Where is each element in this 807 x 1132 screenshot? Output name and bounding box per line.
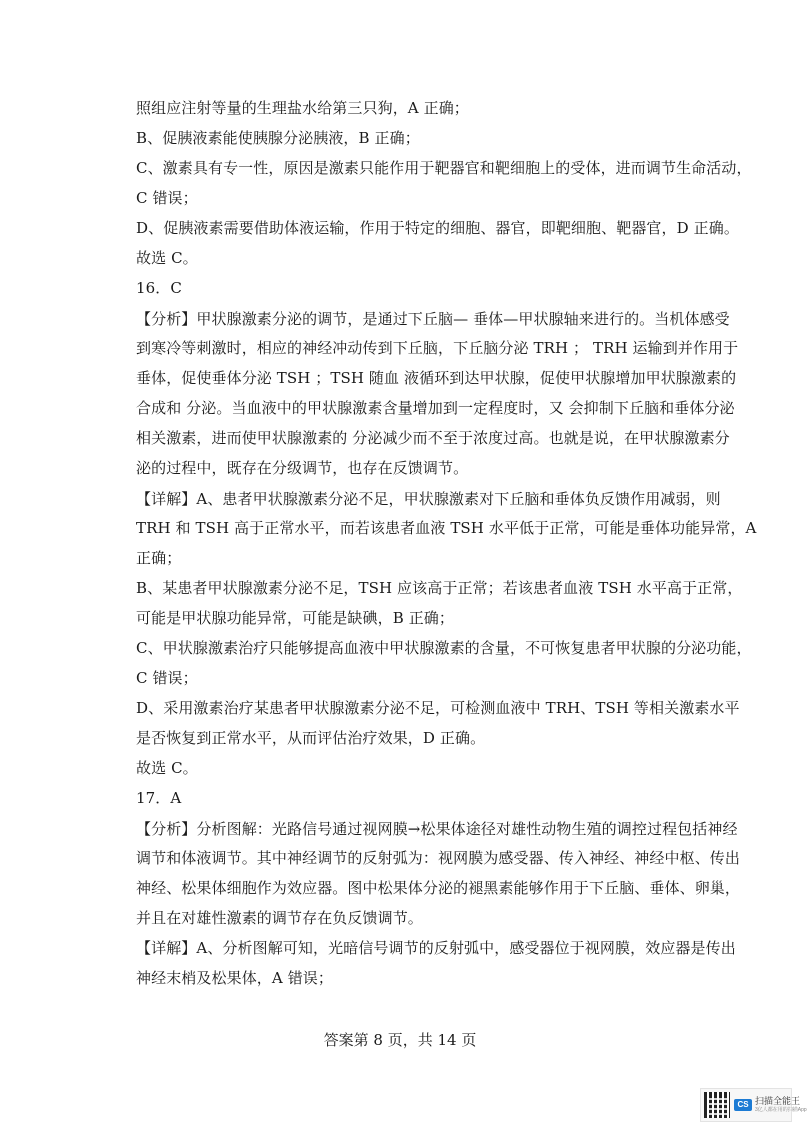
- text-line: 是否恢复到正常水平，从而评估治疗效果，D 正确。: [136, 729, 486, 747]
- text-line: D、采用激素治疗某患者甲状腺激素分泌不足，可检测血液中 TRH、TSH 等相关激素水平: [136, 699, 740, 717]
- text-line: 【分析】甲状腺激素分泌的调节，是通过下丘脑— 垂体—甲状腺轴来进行的。当机体感受: [136, 310, 730, 328]
- text-line: 神经、松果体细胞作为效应器。图中松果体分泌的褪黑素能够作用于下丘脑、垂体、卵巢，: [136, 879, 741, 897]
- text-line: 调节和体液调节。其中神经调节的反射弧为：视网膜为感受器、传入神经、神经中枢、传出: [136, 849, 741, 867]
- text-line: B、促胰液素能使胰腺分泌胰液，B 正确；: [136, 129, 420, 147]
- text-line: 【分析】分析图解：光路信号通过视网膜→松果体途径对雄性动物生殖的调控过程包括神经: [136, 820, 738, 838]
- text-line: 到寒冷等刺激时，相应的神经冲动传到下丘脑，下丘脑分泌 TRH ； TRH 运输到并作用于: [136, 339, 739, 357]
- scanner-watermark: [700, 1088, 807, 1122]
- text-line: C、甲状腺激素治疗只能够提高血液中甲状腺激素的含量，不可恢复患者甲状腺的分泌功能，: [136, 639, 752, 657]
- text-line: 并且在对雄性激素的调节存在负反馈调节。: [136, 909, 423, 927]
- text-line: TRH 和 TSH 高于正常水平，而若该患者血液 TSH 水平低于正常，可能是垂体功能异常，A: [136, 519, 757, 537]
- text-line: C 错误；: [136, 189, 198, 207]
- text-line: 垂体，促使垂体分泌 TSH ；TSH 随血 液循环到达甲状腺，促使甲状腺增加甲状腺激素的: [136, 369, 737, 387]
- question-number: 16．C: [136, 279, 182, 297]
- scanner-badge-text: [755, 1096, 807, 1114]
- text-line: C 错误；: [136, 669, 198, 687]
- text-line: 照组应注射等量的生理盐水给第三只狗，A 正确；: [136, 99, 469, 117]
- text-line: 故选 C。: [136, 759, 198, 777]
- qr-code-icon: [704, 1092, 730, 1118]
- text-line: 神经末梢及松果体，A 错误；: [136, 969, 334, 987]
- text-line: 正确；: [136, 549, 182, 567]
- text-line: 相关激素，进而使甲状腺激素的 分泌减少而不至于浓度过高。也就是说，在甲状腺激素分: [136, 429, 730, 447]
- scanner-badge-title: 扫描全能王: [755, 1096, 801, 1106]
- text-line: D、促胰液素需要借助体液运输，作用于特定的细胞、器官，即靶细胞、靶器官，D 正确。: [136, 219, 739, 237]
- text-line: 可能是甲状腺功能异常，可能是缺碘，B 正确；: [136, 609, 454, 627]
- camscanner-logo-icon: CS: [734, 1099, 752, 1111]
- text-line: B、某患者甲状腺激素分泌不足，TSH 应该高于正常；若该患者血液 TSH 水平高于正常，: [136, 579, 743, 597]
- text-line: 泌的过程中，既存在分级调节，也存在反馈调节。: [136, 459, 469, 477]
- page-footer: 答案第 8 页，共 14 页: [323, 1031, 477, 1049]
- text-line: 故选 C。: [136, 249, 198, 267]
- text-line: 【详解】A、分析图解可知，光暗信号调节的反射弧中，感受器位于视网膜，效应器是传出: [136, 939, 736, 957]
- text-line: 【详解】A、患者甲状腺激素分泌不足，甲状腺激素对下丘脑和垂体负反馈作用减弱，则: [136, 490, 721, 508]
- text-line: 合成和 分泌。当血液中的甲状腺激素含量增加到一定程度时，又 会抑制下丘脑和垂体分泌: [136, 399, 735, 417]
- scanner-badge-subtitle: 3亿人都在用的扫描App: [755, 1107, 807, 1113]
- question-number: 17．A: [136, 789, 182, 807]
- text-line: C、激素具有专一性，原因是激素只能作用于靶器官和靶细胞上的受体，进而调节生命活动，: [136, 159, 752, 177]
